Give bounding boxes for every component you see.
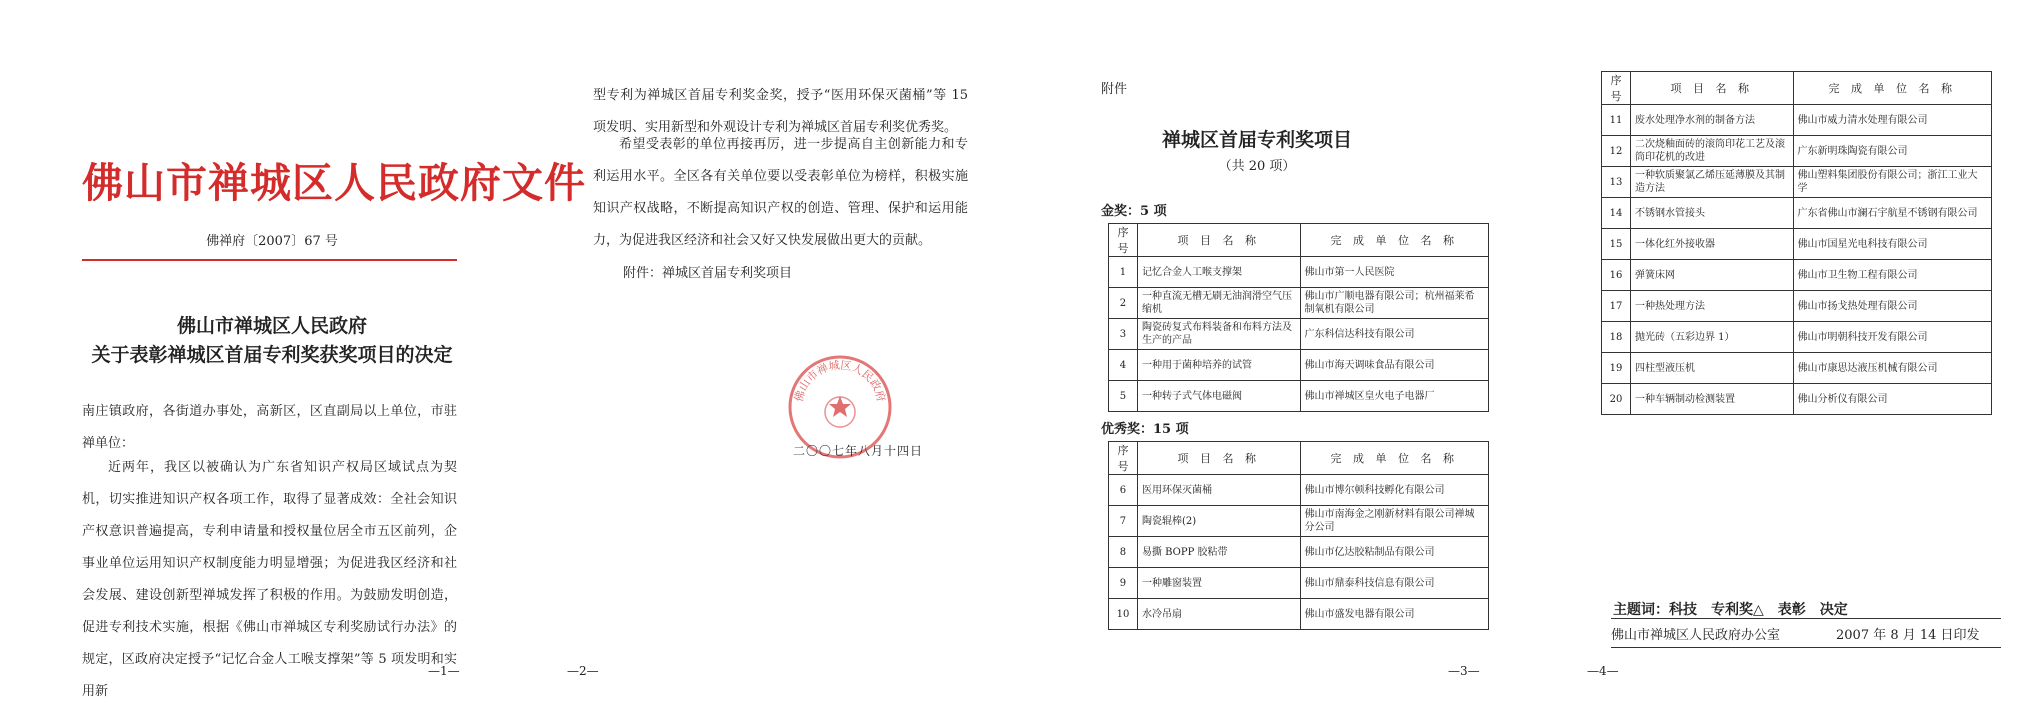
table-row: [1602, 353, 1992, 384]
cell-unit-name: 佛山市威力清水处理有限公司: [1793, 105, 1991, 136]
header-unit-name: 完 成 单 位 名 称: [1300, 442, 1488, 475]
cell-no: 20: [1602, 384, 1631, 415]
cell-project-name: 抛光砖（五彩边界 1）: [1630, 322, 1793, 353]
cell-no: 4: [1109, 350, 1138, 381]
gold-award-label: 金奖：5 项: [1101, 204, 1167, 219]
cell-project-name: 陶瓷砖复式布料装备和布料方法及生产的产品: [1137, 319, 1300, 350]
table-row: [1109, 257, 1489, 288]
table-row: [1602, 291, 1992, 322]
cell-project-name: 四柱型液压机: [1630, 353, 1793, 384]
attachment-note: 附件：禅城区首届专利奖项目: [623, 266, 793, 281]
cell-project-name: 弹簧床网: [1630, 260, 1793, 291]
cell-project-name: 二次烧釉面砖的滚筒印花工艺及滚筒印花机的改进: [1630, 136, 1793, 167]
table-row: [1109, 475, 1489, 506]
table-row: [1109, 288, 1489, 319]
table-header-row: [1602, 72, 1992, 105]
cell-no: 18: [1602, 322, 1631, 353]
page-number: —2—: [567, 664, 599, 678]
excellent-award-table-continued: [1601, 71, 1992, 415]
project-count: （共 20 项）: [1218, 159, 1296, 174]
cell-unit-name: 佛山市第一人民医院: [1300, 257, 1488, 288]
table-row: [1109, 599, 1489, 630]
header-unit-name: 完 成 单 位 名 称: [1300, 224, 1488, 257]
cell-project-name: 一种雕窗装置: [1137, 568, 1300, 599]
cell-unit-name: 佛山市康思达液压机械有限公司: [1793, 353, 1991, 384]
cell-no: 5: [1109, 381, 1138, 412]
table-row: [1602, 260, 1992, 291]
cell-project-name: 一种用于菌种培养的试管: [1137, 350, 1300, 381]
table-row: [1602, 105, 1992, 136]
table-row: [1109, 350, 1489, 381]
cell-no: 15: [1602, 229, 1631, 260]
cell-project-name: 记忆合金人工喉支撑架: [1137, 257, 1300, 288]
table-row: [1109, 537, 1489, 568]
page-3: [1020, 0, 1530, 702]
header-no: 序号: [1109, 224, 1138, 257]
excellent-award-table: [1108, 441, 1489, 630]
table-row: [1602, 322, 1992, 353]
cell-unit-name: 佛山市国星光电科技有限公司: [1793, 229, 1991, 260]
table-row: [1109, 381, 1489, 412]
decision-title: [82, 312, 462, 370]
red-divider: [82, 259, 457, 261]
issue-date: 二〇〇七年八月十四日: [793, 444, 924, 458]
cell-unit-name: 佛山市盛发电器有限公司: [1300, 599, 1488, 630]
divider: [1611, 647, 2001, 648]
body-paragraph: 近两年，我区以被确认为广东省知识产权局区域试点为契机，切实推进知识产权各项工作，取得了显著成效：全社会知识产权意识普遍提高，专利申请量和授权量位居全市五区前列，企事业单位运用知识产权制度能力明显增强；为促进我区经济和社会发展、建设创新型禅城发挥了积极的作用。为鼓励发明创造，促进专利技术实施，根据《佛山市禅城区专利奖励试行办法》的规定，区政府决定授予“记忆合金人工喉支撑架”等 5 项发明和实用新: [82, 460, 457, 699]
cell-no: 12: [1602, 136, 1631, 167]
gold-award-table: [1108, 223, 1489, 412]
table-row: [1109, 568, 1489, 599]
cell-no: 6: [1109, 475, 1138, 506]
page-1: [0, 0, 586, 702]
cell-unit-name: 佛山市禅城区皇火电子电器厂: [1300, 381, 1488, 412]
print-date: 2007 年 8 月 14 日印发: [1836, 628, 1980, 643]
cell-project-name: 一种直流无槽无刷无油润滑空气压缩机: [1137, 288, 1300, 319]
cell-unit-name: 佛山市卫生物工程有限公司: [1793, 260, 1991, 291]
cell-no: 1: [1109, 257, 1138, 288]
cell-unit-name: 广东省佛山市澜石宇航星不锈钢有限公司: [1793, 198, 1991, 229]
table-header-row: [1109, 442, 1489, 475]
cell-no: 10: [1109, 599, 1138, 630]
page-number: —1—: [428, 664, 460, 678]
cell-no: 7: [1109, 506, 1138, 537]
table-row: [1602, 136, 1992, 167]
cell-no: 13: [1602, 167, 1631, 198]
table-row: [1109, 506, 1489, 537]
cell-unit-name: 广东科信达科技有限公司: [1300, 319, 1488, 350]
attachment-title: 禅城区首届专利奖项目: [1161, 129, 1352, 151]
document-number: 佛禅府〔2007〕67 号: [206, 234, 338, 249]
cell-project-name: 易撕 BOPP 胶粘带: [1137, 537, 1300, 568]
seal-text: 佛山市禅城区人民政府: [792, 358, 888, 404]
cell-project-name: 一种车辆制动检测装置: [1630, 384, 1793, 415]
cell-unit-name: 佛山市亿达胶粘制品有限公司: [1300, 537, 1488, 568]
cell-project-name: 一种软质聚氯乙烯压延薄膜及其制造方法: [1630, 167, 1793, 198]
body-paragraph: 希望受表彰的单位再接再厉，进一步提高自主创新能力和专利运用水平。全区各有关单位要以受表彰单位为榜样，积极实施知识产权战略，不断提高知识产权的创造、管理、保护和运用能力，为促进我区经济和社会又好又快发展做出更大的贡献。: [593, 137, 968, 248]
cell-project-name: 医用环保灭菌桶: [1137, 475, 1300, 506]
header-no: 序号: [1602, 72, 1631, 105]
header-project-name: 项 目 名 称: [1137, 442, 1300, 475]
issuing-office: 佛山市禅城区人民政府办公室: [1611, 628, 1781, 643]
cell-unit-name: 佛山市博尔顿科技孵化有限公司: [1300, 475, 1488, 506]
cell-no: 19: [1602, 353, 1631, 384]
header-project-name: 项 目 名 称: [1630, 72, 1793, 105]
body-paragraph-continuation: 型专利为禅城区首届专利奖金奖，授予“医用环保灭菌桶”等 15 项发明、实用新型和外观设计专利为禅城区首届专利奖优秀奖。: [593, 88, 968, 135]
cell-no: 17: [1602, 291, 1631, 322]
header-project-name: 项 目 名 称: [1137, 224, 1300, 257]
cell-unit-name: 广东新明珠陶瓷有限公司: [1793, 136, 1991, 167]
cell-unit-name: 佛山市海天调味食品有限公司: [1300, 350, 1488, 381]
decision-title-line-1: 佛山市禅城区人民政府: [176, 315, 367, 337]
cell-unit-name: 佛山分析仪有限公司: [1793, 384, 1991, 415]
cell-unit-name: 佛山市南海金之刚新材料有限公司禅城分公司: [1300, 506, 1488, 537]
cell-no: 11: [1602, 105, 1631, 136]
cell-no: 8: [1109, 537, 1138, 568]
table-header-row: [1109, 224, 1489, 257]
document-header-title: 佛山市禅城区人民政府文件: [82, 159, 586, 207]
cell-project-name: 废水处理净水剂的制备方法: [1630, 105, 1793, 136]
addressee: 南庄镇政府，各街道办事处，高新区，区直副局以上单位，市驻禅单位：: [82, 404, 457, 451]
page-number: —4—: [1587, 664, 1619, 678]
table-row: [1109, 319, 1489, 350]
divider: [1611, 618, 2001, 619]
cell-project-name: 陶瓷辊棒(2): [1137, 506, 1300, 537]
cell-no: 3: [1109, 319, 1138, 350]
table-row: [1602, 229, 1992, 260]
header-no: 序号: [1109, 442, 1138, 475]
page-number: —3—: [1448, 664, 1480, 678]
attachment-label: 附件: [1101, 82, 1128, 97]
subject-keywords: 主题词：科技 专利奖△ 表彰 决定: [1613, 602, 1848, 618]
cell-unit-name: 佛山市广顺电器有限公司；杭州福莱希制氧机有限公司: [1300, 288, 1488, 319]
cell-unit-name: 佛山市扬戈热处理有限公司: [1793, 291, 1991, 322]
table-row: [1602, 167, 1992, 198]
decision-title-line-2: 关于表彰禅城区首届专利奖获奖项目的决定: [91, 344, 453, 366]
cell-project-name: 一体化红外接收器: [1630, 229, 1793, 260]
cell-no: 14: [1602, 198, 1631, 229]
cell-project-name: 不锈钢水管接头: [1630, 198, 1793, 229]
cell-no: 16: [1602, 260, 1631, 291]
cell-unit-name: 佛山市明朝科技开发有限公司: [1793, 322, 1991, 353]
cell-unit-name: 佛山塑料集团股份有限公司；浙江工业大学: [1793, 167, 1991, 198]
cell-project-name: 一种热处理方法: [1630, 291, 1793, 322]
cell-unit-name: 佛山市鼎泰科技信息有限公司: [1300, 568, 1488, 599]
header-unit-name: 完 成 单 位 名 称: [1793, 72, 1991, 105]
table-row: [1602, 198, 1992, 229]
page-4: [1530, 0, 2040, 702]
excellent-award-label: 优秀奖：15 项: [1101, 422, 1189, 437]
page-2: [510, 0, 1020, 702]
cell-no: 9: [1109, 568, 1138, 599]
table-row: [1602, 384, 1992, 415]
cell-no: 2: [1109, 288, 1138, 319]
cell-project-name: 一种转子式气体电磁阀: [1137, 381, 1300, 412]
cell-project-name: 水冷吊扇: [1137, 599, 1300, 630]
